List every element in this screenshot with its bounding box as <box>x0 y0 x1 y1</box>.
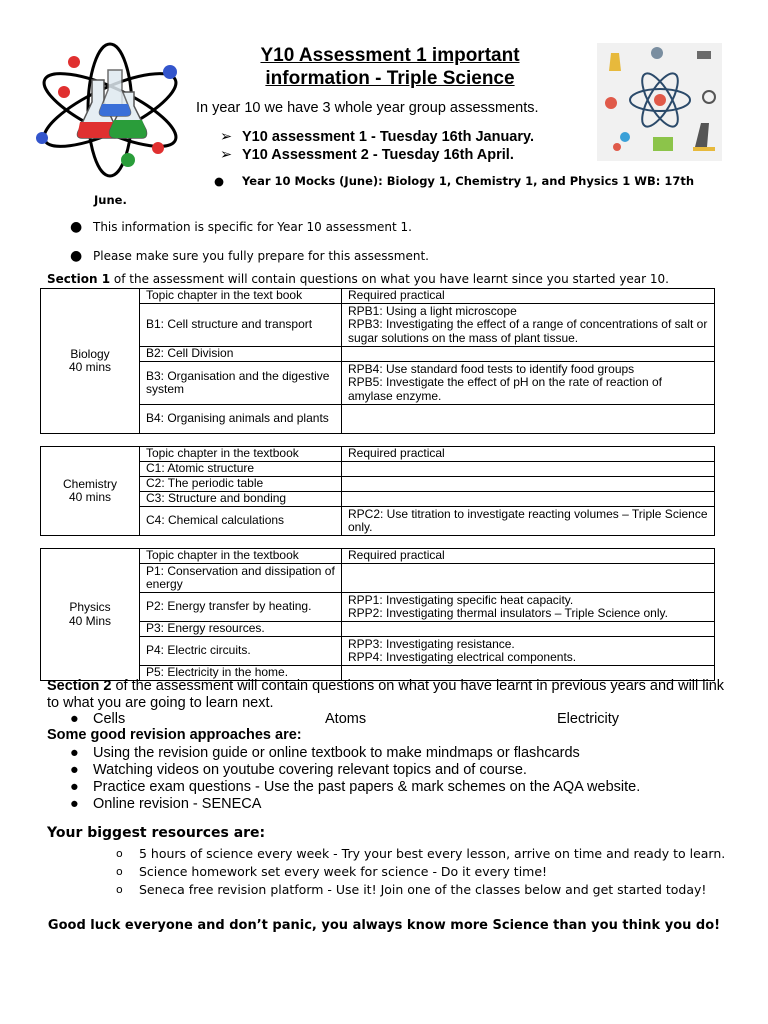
list-item: ● Practice exam questions - Use the past papers & mark schemes on the AQA website. <box>70 779 641 795</box>
section1-intro: Section 1 of the assessment will contain questions on what you have learnt since you started year 10. <box>47 272 669 286</box>
table-row: P3: Energy resources. <box>41 622 715 637</box>
bullet-icon: ● <box>70 219 83 235</box>
table-header-topic: Topic chapter in the textbook <box>140 549 342 564</box>
circle-bullet-icon: o <box>116 847 123 860</box>
note-item: ● Please make sure you fully prepare for this assessment. <box>70 248 429 264</box>
list-item: o Seneca free revision platform - Use it! Join one of the classes below and get started today! <box>116 882 707 897</box>
list-item: ● Watching videos on youtube covering relevant topics and of course. <box>70 762 527 778</box>
topic-item: Cells <box>93 711 126 727</box>
table-row: B2: Cell Division <box>41 347 715 362</box>
science-icons-image <box>597 43 722 161</box>
bullet-icon: ● <box>214 174 225 188</box>
table-row: P4: Electric circuits. RPP3: Investigating resistance. RPP4: Investigating electrical components. <box>41 637 715 666</box>
list-item: ● Online revision - SENECA <box>70 796 262 812</box>
bullet-icon: ● <box>70 779 79 795</box>
table-row: P1: Conservation and dissipation of energy <box>41 564 715 593</box>
bullet-icon: ● <box>70 745 79 761</box>
closing-message: Good luck everyone and don’t panic, you always know more Science than you think you do! <box>47 918 721 933</box>
table-row: C3: Structure and bonding <box>41 492 715 507</box>
table-row: C2: The periodic table <box>41 477 715 492</box>
table-header-topic: Topic chapter in the text book <box>140 289 342 304</box>
list-item: o Science homework set every week for science - Do it every time! <box>116 864 548 879</box>
resources-title: Your biggest resources are: <box>47 825 266 841</box>
mocks-info-continued: June. <box>94 193 127 207</box>
topic-item: Atoms <box>325 711 367 727</box>
bullet-icon: ● <box>70 248 83 264</box>
assessment-dates-list <box>220 128 534 164</box>
intro-text: In year 10 we have 3 whole year group assessments. <box>196 100 539 116</box>
bullet-icon: ● <box>70 796 79 812</box>
table-row: C1: Atomic structure <box>41 462 715 477</box>
list-item: ● Using the revision guide or online textbook to make mindmaps or flashcards <box>70 745 580 761</box>
table-row: C4: Chemical calculations RPC2: Use titration to investigate reacting volumes – Triple Science only. <box>41 507 715 536</box>
arrow-bullet-icon: ➢ <box>220 147 233 163</box>
table-header-practical: Required practical <box>342 549 715 564</box>
bullet-icon: ● <box>70 762 79 778</box>
topic-item: Electricity <box>557 711 620 727</box>
title-line-1: Y10 Assessment 1 important <box>260 45 520 66</box>
page-title <box>200 44 580 90</box>
list-item: ➢ Y10 Assessment 2 - Tuesday 16th April. <box>220 147 514 163</box>
note-item: ● This information is specific for Year 10 assessment 1. <box>70 219 412 235</box>
table-header-practical: Required practical <box>342 289 715 304</box>
resources-list <box>116 845 736 899</box>
revision-title: Some good revision approaches are: <box>47 727 302 743</box>
arrow-bullet-icon: ➢ <box>220 129 233 145</box>
table-header-topic: Topic chapter in the textbook <box>140 447 342 462</box>
bullet-icon: ● <box>70 711 79 727</box>
table-header-practical: Required practical <box>342 447 715 462</box>
subject-cell: Chemistry 40 mins <box>41 447 140 536</box>
revision-list <box>70 745 640 813</box>
section2-intro: Section 2 of the assessment will contain questions on what you have learnt in previous years and will link to what you are going to learn next. <box>47 678 725 711</box>
list-item: ➢ Y10 assessment 1 - Tuesday 16th January. <box>220 129 535 145</box>
circle-bullet-icon: o <box>116 865 123 878</box>
circle-bullet-icon: o <box>116 883 123 896</box>
chemistry-table <box>40 446 715 536</box>
subject-cell: Physics 40 Mins <box>41 549 140 681</box>
list-item: o 5 hours of science every week - Try your best every lesson, arrive on time and ready to learn. <box>116 846 726 861</box>
table-row: B1: Cell structure and transport RPB1: Using a light microscope RPB3: Investigating the effect of a range of concentrations of salt or sugar solutions on the mass of plant tissue. <box>41 304 715 347</box>
biology-table <box>40 288 715 434</box>
section2-topics <box>70 711 720 727</box>
title-line-2: information - Triple Science <box>265 68 515 89</box>
atom-flask-logo <box>30 40 190 180</box>
subject-cell: Biology 40 mins <box>41 289 140 434</box>
physics-table <box>40 548 715 681</box>
table-row: P2: Energy transfer by heating. RPP1: Investigating specific heat capacity. RPP2: Investigating thermal insulators – Triple Science only. <box>41 593 715 622</box>
mocks-info: ● Year 10 Mocks (June): Biology 1, Chemistry 1, and Physics 1 WB: 17th <box>214 172 724 191</box>
table-row: P5: Electricity in the home. <box>41 666 715 681</box>
table-row: B4: Organising animals and plants <box>41 405 715 434</box>
table-row: B3: Organisation and the digestive system RPB4: Use standard food tests to identify food groups RPB5: Investigate the effect of pH on the rate of reaction of amylase enzyme. <box>41 362 715 405</box>
